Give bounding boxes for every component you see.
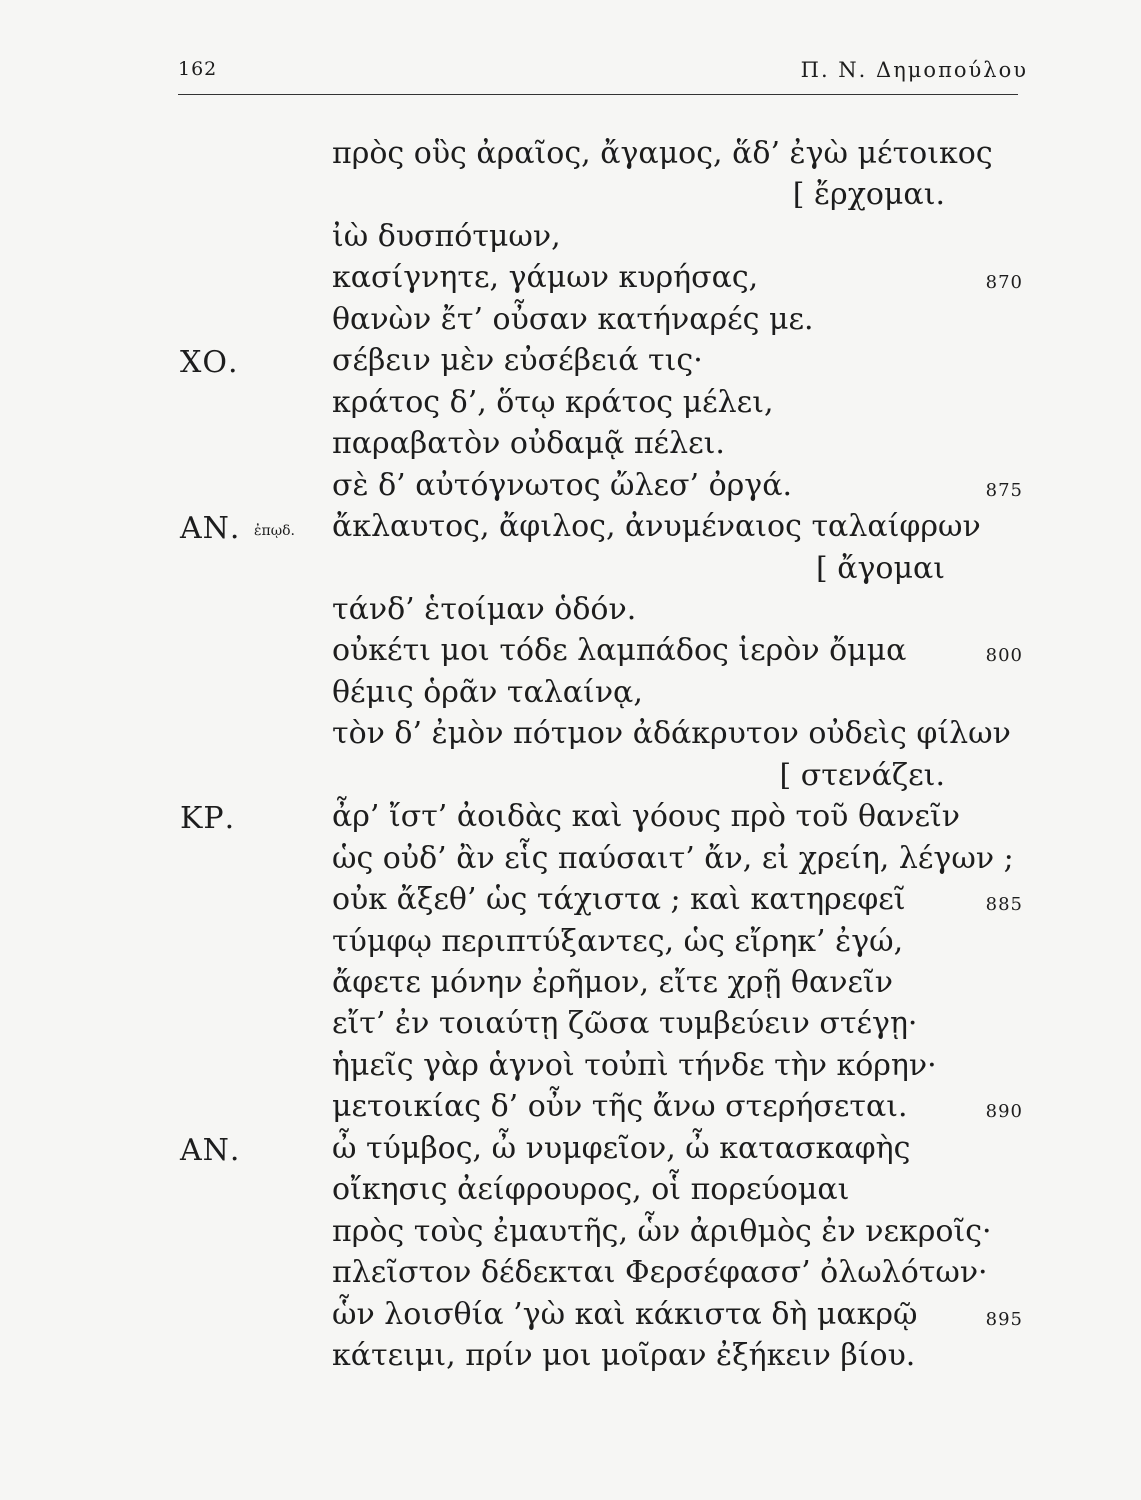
verse-text: σὲ δ’ αὐτόγνωτος ὤλεσ’ ὀργά. [332, 467, 793, 503]
running-title: Π. Ν. Δημοπούλου [800, 58, 1028, 82]
speaker-label: ΧΟ. [180, 345, 239, 381]
verse-text: ἄφετε μόνην ἐρῆμον, εἴτε χρῇ θανεῖν [332, 965, 894, 1000]
verse-line [0, 592, 1141, 634]
line-number: 890 [985, 1101, 1023, 1123]
verse-text: ὡς οὐδ’ ἂν εἷς παύσαιτ’ ἄν, εἰ χρείη, λέγων ; [332, 840, 1014, 876]
verse-text: τάνδ’ ἑτοίμαν ὁδόν. [332, 591, 637, 627]
verse-text: θανὼν ἔτ’ οὖσαν κατήναρές με. [332, 301, 814, 337]
verse-line [0, 799, 1141, 841]
verse-text: πλεῖστον δέδεκται Φερσέφασσ’ ὀλωλότων· [332, 1255, 988, 1291]
margin-note: ἐπῳδ. [254, 523, 296, 540]
verse-text: ἡμεῖς γὰρ ἁγνοὶ τοὐπὶ τήνδε τὴν κόρην· [332, 1047, 937, 1083]
verse-line [0, 1255, 1141, 1297]
speaker-label: ΑΝ. [180, 511, 241, 547]
verse-line [0, 302, 1141, 344]
verse-line [0, 509, 1141, 551]
verse-line [0, 385, 1141, 427]
verse-line [0, 965, 1141, 1007]
verse-text: τύμφῳ περιπτύξαντες, ὡς εἴρηκ’ ἐγώ, [332, 923, 904, 959]
verse-line [0, 136, 1141, 178]
speaker-label: ΑΝ. [180, 1132, 241, 1168]
verse-line [0, 1048, 1141, 1090]
verse-line [0, 1089, 1141, 1131]
verse-line [0, 260, 1141, 302]
verse-line [0, 426, 1141, 468]
verse-text: ἰὼ δυσπότμων, [332, 218, 561, 254]
verse-line [0, 551, 1141, 593]
verse-text: οὐκ ἄξεθ’ ὡς τάχιστα ; καὶ κατηρεφεῖ [332, 882, 906, 918]
verse-text: κασίγνητε, γάμων κυρήσας, [332, 260, 759, 296]
verse-line [0, 177, 1141, 219]
verse-text: ὧν λοισθία ’γὼ καὶ κάκιστα δὴ μακρῷ [332, 1296, 918, 1332]
verse-text: ἄκλαυτος, ἄφιλος, ἀνυμέναιος ταλαίφρων [332, 509, 981, 545]
verse-text: ὦ τύμβος, ὦ νυμφεῖον, ὦ κατασκαφὴς [332, 1130, 911, 1166]
verse-text: κράτος δ’, ὅτῳ κράτος μέλει, [332, 384, 774, 420]
verse-line [0, 468, 1141, 510]
verse-line [0, 1131, 1141, 1173]
verse-line [0, 1172, 1141, 1214]
line-number: 875 [985, 479, 1023, 501]
verse-continuation: [ ἄγομαι [815, 550, 945, 586]
verse-text: μετοικίας δ’ οὖν τῆς ἄνω στερήσεται. [332, 1089, 908, 1125]
verse-line [0, 758, 1141, 800]
verse-text: κάτειμι, πρίν μοι μοῖραν ἐξήκειν βίου. [332, 1338, 916, 1374]
verse-line [0, 882, 1141, 924]
verse-text: πρὸς οὓς ἀραῖος, ἄγαμος, ἅδ’ ἐγὼ μέτοικος [332, 136, 993, 171]
verse-line [0, 343, 1141, 385]
verse-line [0, 633, 1141, 675]
verse-line [0, 219, 1141, 261]
verse-line [0, 1338, 1141, 1380]
verse-line [0, 1006, 1141, 1048]
verse-line [0, 841, 1141, 883]
verse-text: ἆρ’ ἴστ’ ἀοιδὰς καὶ γόους πρὸ τοῦ θανεῖν [332, 799, 961, 835]
verse-line [0, 1214, 1141, 1256]
verse-text: πρὸς τοὺς ἐμαυτῆς, ὧν ἀριθμὸς ἐν νεκροῖς· [332, 1213, 992, 1249]
verse-line [0, 716, 1141, 758]
line-number: 885 [985, 894, 1023, 916]
verse-continuation: [ στενάζει. [779, 757, 945, 793]
line-number: 870 [985, 272, 1023, 294]
verse-line [0, 1297, 1141, 1339]
page-number: 162 [178, 58, 218, 80]
verse-text: οἴκησις ἀείφρουρος, οἷ πορεύομαι [332, 1172, 850, 1208]
verse-text: σέβειν μὲν εὐσέβειά τις· [332, 343, 703, 379]
line-number: 895 [985, 1308, 1023, 1330]
verse-text: τὸν δ’ ἐμὸν πότμον ἀδάκρυτον οὐδεὶς φίλων [332, 716, 1011, 752]
line-number: 800 [985, 645, 1023, 667]
speaker-label: ΚΡ. [180, 801, 236, 837]
verse-text: εἴτ’ ἐν τοιαύτῃ ζῶσα τυμβεύειν στέγῃ· [332, 1006, 918, 1042]
verse-text: θέμις ὁρᾶν ταλαίνᾳ, [332, 674, 643, 710]
verse-line [0, 924, 1141, 966]
verse-text: οὐκέτι μοι τόδε λαμπάδος ἱερὸν ὄμμα [332, 633, 907, 669]
verse-text: παραβατὸν οὐδαμᾷ πέλει. [332, 426, 725, 462]
verse-continuation: [ ἔρχομαι. [792, 177, 945, 213]
verse-line [0, 675, 1141, 717]
header-rule [178, 94, 1018, 95]
